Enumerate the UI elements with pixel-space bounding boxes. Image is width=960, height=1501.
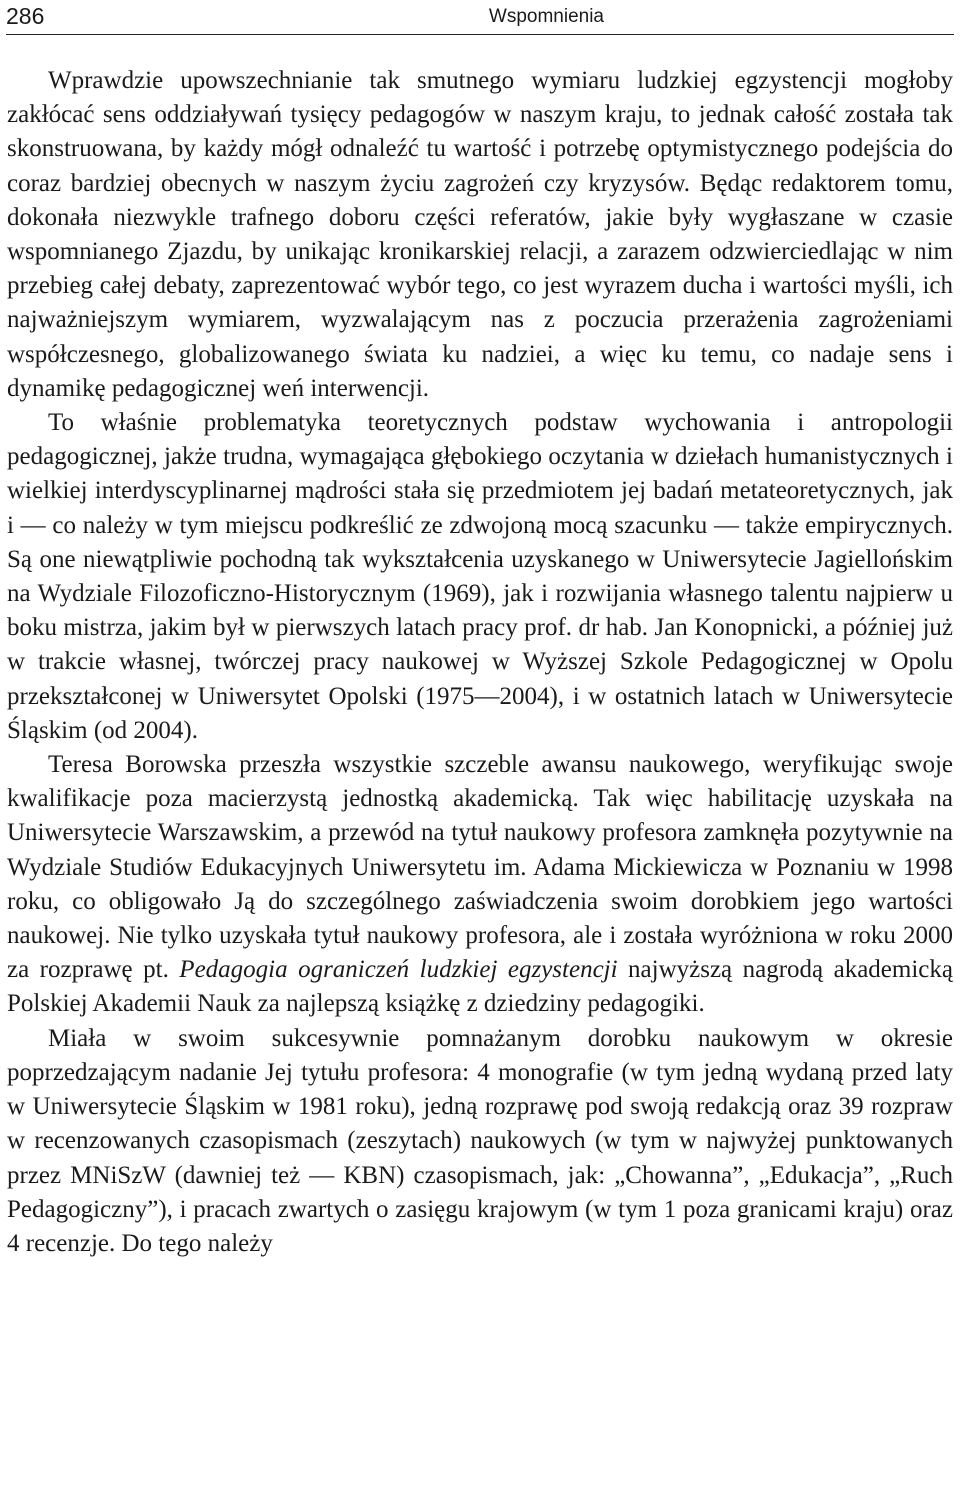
book-title: Pedagogia ograniczeń ludzkiej egzystencji (179, 956, 618, 984)
running-head: Wspomnienia (488, 6, 604, 27)
paragraph-text: Teresa Borowska przeszła wszystkie szczeble awansu naukowego, weryfikując swoje kwalifikacje poza macierzystą jednostką akademicką. Tak więc habilitację uzyskała na Uniwersytecie Warszawskim, a przewód na tytuł naukowy profesora zamknęła pozytywnie na Wydziale Studiów Edukacyjnych Uniwersytetu im. Adama Mickiewicza w Poznaniu w 1998 roku, co obligowało Ją do szczególnego zaświadczenia swoim dorobkiem jego wartości naukowej. Nie tylko uzyskała tytuł naukowy profesora, ale i została wyróżniona w roku 2000 za rozprawę pt. (7, 751, 953, 984)
paragraph (7, 1022, 953, 1261)
paragraph-text: Wprawdzie upowszechnianie tak smutnego wymiaru ludzkiej egzystencji mogłoby zakłócać sens oddziaływań tysięcy pedagogów w naszym kraju, to jednak całość została tak skonstruowana, by każdy mógł odnaleźć tu wartość i potrzebę optymistycznego podejścia do coraz bardziej obecnych w naszym życiu zagrożeń czy kryzysów. Będąc redaktorem tomu, dokonała niezwykle trafnego doboru części referatów, jakie były wygłaszane w czasie wspomnianego Zjazdu, by unikając kronikarskiej relacji, a zarazem odzwierciedlając w nim przebieg całej debaty, zaprezentować wybór tego, co jest wyrazem ducha i wartości myśli, ich najważniejszym wymiarem, wyzwalającym nas z poczucia przerażenia zagrożeniami współczesnego, globalizowanego świata ku nadziei, a więc ku temu, co nadaje sens i dynamikę pedagogicznej weń interwencji. (7, 67, 953, 402)
paragraph (7, 406, 953, 748)
paragraph-text: To właśnie problematyka teoretycznych podstaw wychowania i antropologii pedagogicznej, jakże trudna, wymagająca głębokiego oczytania w dziełach humanistycznych i wielkiej interdyscyplinarnej mądrości stała się przedmiotem jej badań metateoretycznych, jak i — co należy w tym miejscu podkreślić ze zdwojoną mocą szacunku — także empirycznych. Są one niewątpliwie pochodną tak wykształcenia uzyskanego w Uniwersytecie Jagiellońskim na Wydziale Filozoficzno-Historycznym (1969), jak i rozwijania własnego talentu najpierw u boku mistrza, jakim był w pierwszych latach pracy prof. dr hab. Jan Konopnicki, a później już w trakcie własnej, twórczej pracy naukowej w Wyższej Szkole Pedagogicznej w Opolu przekształconej w Uniwersytet Opolski (1975—2004), i w ostatnich latach w Uniwersytecie Śląskim (od 2004). (7, 409, 953, 744)
paragraph-text: Miała w swoim sukcesywnie pomnażanym dorobku naukowym w okresie poprzedzającym nadanie Jej tytułu profesora: 4 monografie (w tym jedną wydaną przed laty w Uniwersytecie Śląskim w 1981 roku), jedną rozprawę pod swoją redakcją oraz 39 rozpraw w recenzowanych czasopismach (zeszytach) naukowych (w tym w najwyżej punktowanych przez MNiSzW (dawniej też — KBN) czasopismach, jak: „Chowanna”, „Edukacja”, „Ruch Pedagogiczny”), i pracach zwartych o zasięgu krajowym (w tym 1 poza granicami kraju) oraz 4 recenzje. Do tego należy (7, 1024, 953, 1257)
page-number: 286 (6, 3, 45, 29)
paragraph-text: najwyższą nagrodą akademicką Polskiej Akademii Nauk za najlepszą książkę z dziedziny pedagogiki. (7, 956, 953, 1018)
body-text (7, 64, 953, 1261)
paragraph (7, 748, 953, 1022)
paragraph (7, 64, 953, 406)
page-header (6, 0, 954, 35)
